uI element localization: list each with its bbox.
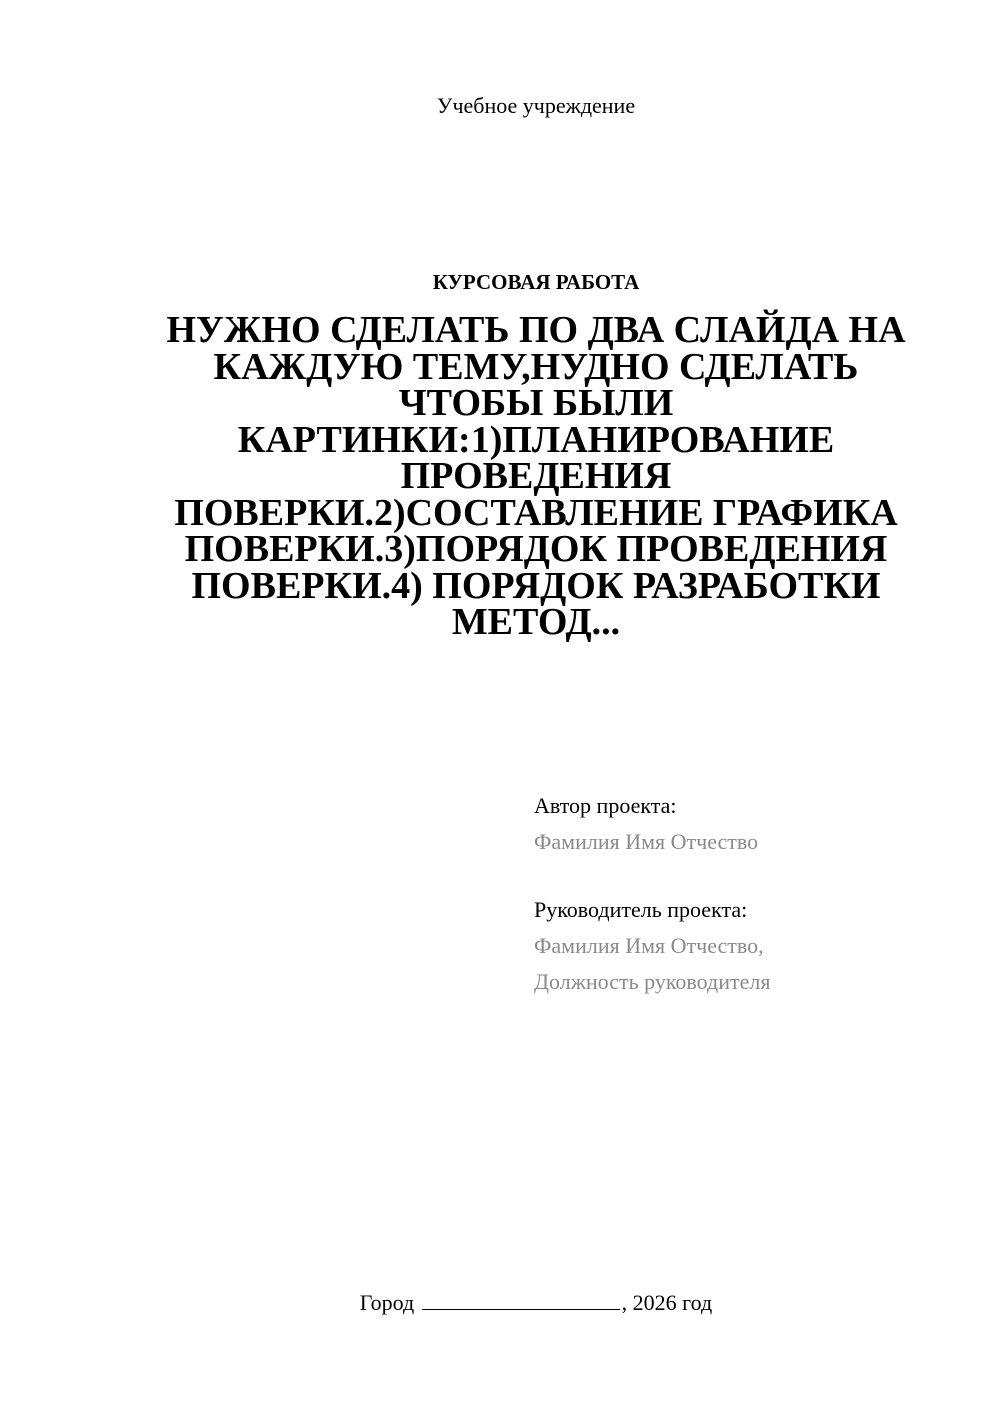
city-year-line [0,1288,1000,1318]
work-type: КУРСОВАЯ РАБОТА [432,270,640,294]
supervisor-position: Должность руководителя [534,969,771,994]
supervisor-name: Фамилия Имя Отчество, [534,933,764,958]
institution-name: Учебное учреждение [436,93,636,118]
city-label: Город [359,1290,415,1315]
author-label: Автор проекта: [534,793,677,818]
supervisor-label: Руководитель проекта: [534,897,748,922]
work-topic: НУЖНО СДЕЛАТЬ ПО ДВА СЛАЙДА НА КАЖДУЮ ТЕМУ,НУДНО СДЕЛАТЬ ЧТОБЫ БЫЛИ КАРТИНКИ:1)ПЛАНИРОВАНИЕ ПРОВЕДЕНИЯ ПОВЕРКИ.2)СОСТАВЛЕНИЕ ГРАФИКА ПОВЕРКИ.3)ПОРЯДОК ПРОВЕДЕНИЯ ПОВЕРКИ.4) ПОРЯДОК РАЗРАБОТКИ МЕТОД... [166,309,906,643]
year-text: , 2026 год [621,1290,713,1315]
spacer [534,860,974,892]
people-block [534,788,974,1000]
city-blank-line [422,1289,620,1310]
author-name: Фамилия Имя Отчество [534,829,759,854]
